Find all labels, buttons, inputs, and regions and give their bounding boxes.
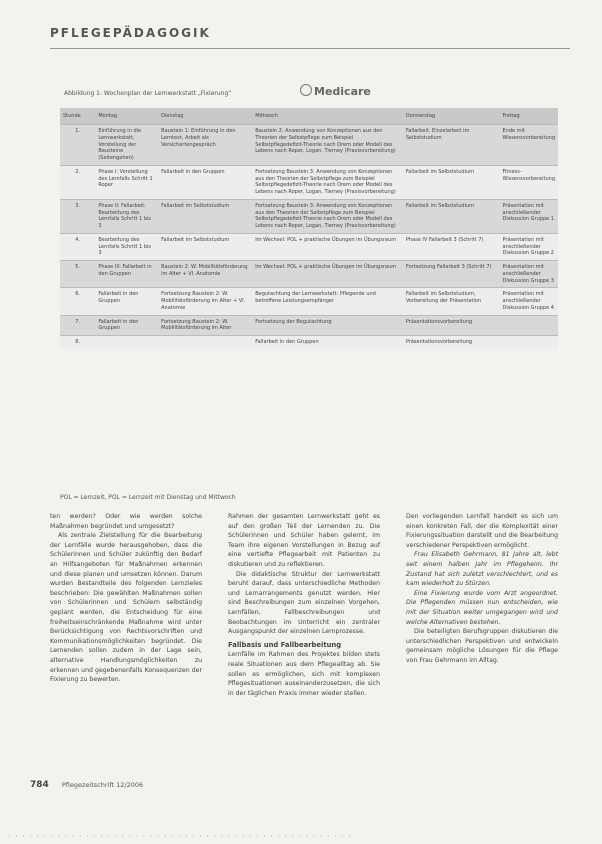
table-cell-freitag: Präsentation mit anschließender Diskussion Gruppe 1 <box>500 199 559 233</box>
table-cell-dienstag: Fallarbeit im Selbststudium <box>158 233 252 260</box>
paragraph: Den vorliegenden Lernfall handelt es sich um einen konkreten Fall, der die Komplexität einer Fixierungssituation darstellt und die Bearbeitung verschiedener Perspektiven ermöglicht. <box>406 513 558 549</box>
figure-caption-row <box>60 82 558 108</box>
column-header: Dienstag <box>158 108 252 125</box>
table-row <box>60 261 558 288</box>
table-row <box>60 233 558 260</box>
table-cell-dienstag: Fortsetzung Baustein 2: W. Mobilitätsförderung im Alter + VI. Anatomie <box>158 288 252 315</box>
table-cell-mittwoch: Fortsetzung Baustein 3: Anwendung von Konzeptionen aus den Theorien der Selbstpflege zum Beispiel Selbstpflegedefizit-Theorie nach Orem oder Modell des Lebens nach Roper, Logan, Tierney (Praxisvorbereitung) <box>252 199 403 233</box>
table-cell-mittwoch: Begutachtung der Lernwerkstatt: Pflegende und betroffene Leistungsempfänger <box>252 288 403 315</box>
table-cell-mittwoch: Fallarbeit in den Gruppen <box>252 336 403 349</box>
table-cell-montag: Phase III: Fallarbeit in den Gruppen <box>95 261 158 288</box>
table-cell-mittwoch: Fortsetzung Baustein 3: Anwendung von Konzeptionen aus den Theorien der Selbstpflege zum Beispiel Selbstpflegedefizit-Theorie nach Orem oder Modell des Lebens nach Roper, Logan, Tierney (Praxisvorbereitung) <box>252 165 403 199</box>
column-header: Montag <box>95 108 158 125</box>
table-cell-freitag: Präsentation mit anschließender Diskussion Gruppe 2 <box>500 233 559 260</box>
table-cell-montag: Fallarbeit in den Gruppen <box>95 315 158 336</box>
subheading: Fallbasis und Fallbearbeitung <box>228 640 342 649</box>
table-cell-freitag: Präsentation mit anschließender Diskussion Gruppe 4 <box>500 288 559 315</box>
table-cell-dienstag: Fallarbeit in den Gruppen <box>158 165 252 199</box>
table-cell-donnerstag: Phase IV Fallarbeit 3 (Schritt 7) <box>403 233 500 260</box>
medicare-logo <box>300 84 371 98</box>
medicare-logo-text: Medicare <box>314 85 371 98</box>
table-cell-dienstag: Baustein 1: Einführung in den Lerntext, Arbeit als Versichertengespräch <box>158 125 252 166</box>
text-column-1 <box>50 512 202 685</box>
paragraph: Die didaktische Struktur der Lernwerkstatt beruht darauf, dass unterschiedliche Methoden und Lernarrangements genutzt werden. Hier sind Beschreibungen zum einzelnen Vorgehen, Lernfällen, Fallbeschreibungen und Beobachtungen im Unterricht ein zentraler Ausgangspunkt der einzelnen Lernprozesse. <box>228 570 380 636</box>
table-cell-mittwoch: Fortsetzung der Begutachtung <box>252 315 403 336</box>
column-header: Freitag <box>500 108 559 125</box>
journal-name: Pflegezeitschrift 12/2006 <box>61 781 144 789</box>
table-cell-dienstag: Fallarbeit im Selbststudium <box>158 199 252 233</box>
table-cell-nr: 8. <box>60 336 95 349</box>
page-edge-marks: · · · · · · · · · · · · · · · · · · · · · · · · · · · · · · · · · · · · · · · · · · · · · · · · · <box>8 832 352 841</box>
table-cell-nr: 7. <box>60 315 95 336</box>
table-cell-freitag <box>500 336 559 349</box>
figure-weekly-plan <box>60 82 558 492</box>
paragraph: Rahmen der gesamten Lernwerkstatt geht es auf den großen Teil der Lernenden zu. Die Schülerinnen und Schüler haben gelernt, im Team ihre eigenen Vorstellungen in Bezug auf eine vertiefte Pflegearbeit mit Patienten zu diskutieren und zu reflektieren. <box>228 513 380 568</box>
paragraph: Die beteiligten Berufsgruppen diskutieren die unterschiedlichen Perspektiven und entwickeln gemeinsam mögliche Lösungen für die Pflege von Frau Gehrmann im Alltag. <box>406 628 558 664</box>
table-header-row <box>60 108 558 125</box>
table-cell-dienstag <box>158 336 252 349</box>
table-row <box>60 165 558 199</box>
table-cell-nr: 5. <box>60 261 95 288</box>
text-column-2 <box>228 512 380 698</box>
table-row <box>60 315 558 336</box>
paragraph: Als zentrale Zielstellung für die Bearbeitung der Lernfälle wurde herausgehoben, dass die Schülerinnen und Schüler zukünftig den Bedarf an Hilfsangeboten für Maßnahmen erkennen und diese planen und umsetzen können. Darum wurden Bestandteile des folgenden Lernzieles beschrieben: Die gewählten Maßnahmen sollen von Schülerinnen und Schülern selbständig geplant werden, die Entscheidung für eine freiheitseinschränkende Maßnahme wird unter Berücksichtigung von Rechtsvorschriften und Kommunikationsmöglichkeiten begründet. Die Lernenden sollen zudem in der Lage sein, alternative Handlungsmöglichkeiten zu erkennen und gegebenenfalls Konsequenzen der Fixierung zu bewerten. <box>50 532 202 684</box>
table-cell-dienstag: Baustein 2: W. Mobilitätsförderung im Alter + VI. Anatomie <box>158 261 252 288</box>
table-cell-donnerstag: Fallarbeit im Selbststudium <box>403 165 500 199</box>
table-cell-freitag <box>500 315 559 336</box>
table-cell-nr: 2. <box>60 165 95 199</box>
page-footer <box>30 772 330 792</box>
table-cell-nr: 1. <box>60 125 95 166</box>
table-cell-nr: 6. <box>60 288 95 315</box>
table-cell-donnerstag: Fortsetzung Fallarbeit 3 (Schritt 7) <box>403 261 500 288</box>
table-cell-montag: Fallarbeit in den Gruppen <box>95 288 158 315</box>
section-title: PFLEGEPÄDAGOGIK <box>50 26 211 40</box>
table-cell-nr: 4. <box>60 233 95 260</box>
paragraph: Lernfälle im Rahmen des Projektes bilden stets reale Situationen aus dem Pflegealltag ab. Sie sollen es ermöglichen, sich mit komplexen Pflegesituationen auseinanderzusetzen, die sich in der täglichen Praxis immer wieder stellen. <box>228 651 380 697</box>
table-cell-nr: 3. <box>60 199 95 233</box>
table-cell-mittwoch: Im Wechsel: POL + praktische Übungen im Übungsraum <box>252 261 403 288</box>
page-number: 784 <box>30 780 49 790</box>
table-cell-freitag: Präsentation mit anschließender Diskussion Gruppe 3 <box>500 261 559 288</box>
column-header: Donnerstag <box>403 108 500 125</box>
table-cell-montag <box>95 336 158 349</box>
table-cell-mittwoch: Baustein 2: Anwendung von Konzeptionen aus den Theorien der Selbstpflege zum Beispiel Selbstpflegedefizit-Theorie nach Orem oder Modell des Lebens nach Roper, Logan, Tierney (Praxisvorbereitung) <box>252 125 403 166</box>
table-cell-donnerstag: Fallarbeit, Einzelarbeit im Selbststudium <box>403 125 500 166</box>
figure-caption: Abbildung 1: Wochenplan der Lernwerkstatt „Fixierung“ <box>64 90 232 97</box>
table-cell-montag: Phase II: Fallarbeit: Bearbeitung des Lernfalls Schritt 1 bis 3 <box>95 199 158 233</box>
header-rule <box>50 48 570 49</box>
page-header <box>50 26 570 50</box>
table-cell-montag: Bearbeitung des Lernfalls Schritt 1 bis 3 <box>95 233 158 260</box>
weekly-plan-table <box>60 108 558 349</box>
table-cell-donnerstag: Fallarbeit im Selbststudium, Vorbereitung der Präsentation <box>403 288 500 315</box>
table-row <box>60 125 558 166</box>
quote-paragraph: Eine Fixierung wurde vom Arzt angeordnet. Die Pflegenden müssen nun entscheiden, wie mit der Situation weiter umgegangen wird und welche Alternativen bestehen. <box>406 589 558 626</box>
table-cell-donnerstag: Präsentationsvorbereitung <box>403 336 500 349</box>
table-cell-montag: Einführung in die Lernwerkstatt, Vorstellung der Bausteine (Seitengehen) <box>95 125 158 166</box>
table-cell-donnerstag: Präsentationsvorbereitung <box>403 315 500 336</box>
table-row <box>60 288 558 315</box>
figure-footnote: POL = Lernzeit, POL = Lernzeit mit Dienstag und Mittwoch <box>60 494 236 501</box>
table-row <box>60 336 558 349</box>
table-cell-montag: Phase I: Vorstellung des Lernfalls Schritt 1 Roper <box>95 165 158 199</box>
quote-paragraph: Frau Elisabeth Gehrmann, 81 Jahre alt, lebt seit einem halben Jahr im Pflegeheim. Ihr Zustand hat sich zuletzt verschlechtert, und es kam wiederholt zu Stürzen. <box>406 551 558 588</box>
column-header: Stunde <box>60 108 95 125</box>
table-cell-donnerstag: Fallarbeit im Selbststudium <box>403 199 500 233</box>
column-header: Mittwoch <box>252 108 403 125</box>
table-cell-freitag: Fitness-Wissensvorbereitung <box>500 165 559 199</box>
medicare-logo-icon <box>300 84 312 96</box>
table-cell-mittwoch: Im Wechsel: POL + praktische Übungen im Übungsraum <box>252 233 403 260</box>
table-cell-freitag: Ende mit Wissensvorbereitung <box>500 125 559 166</box>
paragraph: ten werden? Oder wie werden solche Maßnahmen begründet und umgesetzt? <box>50 513 202 530</box>
text-column-3 <box>406 512 558 666</box>
table-cell-dienstag: Fortsetzung Baustein 2: W. Mobilitätsförderung im Alter <box>158 315 252 336</box>
table-row <box>60 199 558 233</box>
table-body <box>60 125 558 349</box>
